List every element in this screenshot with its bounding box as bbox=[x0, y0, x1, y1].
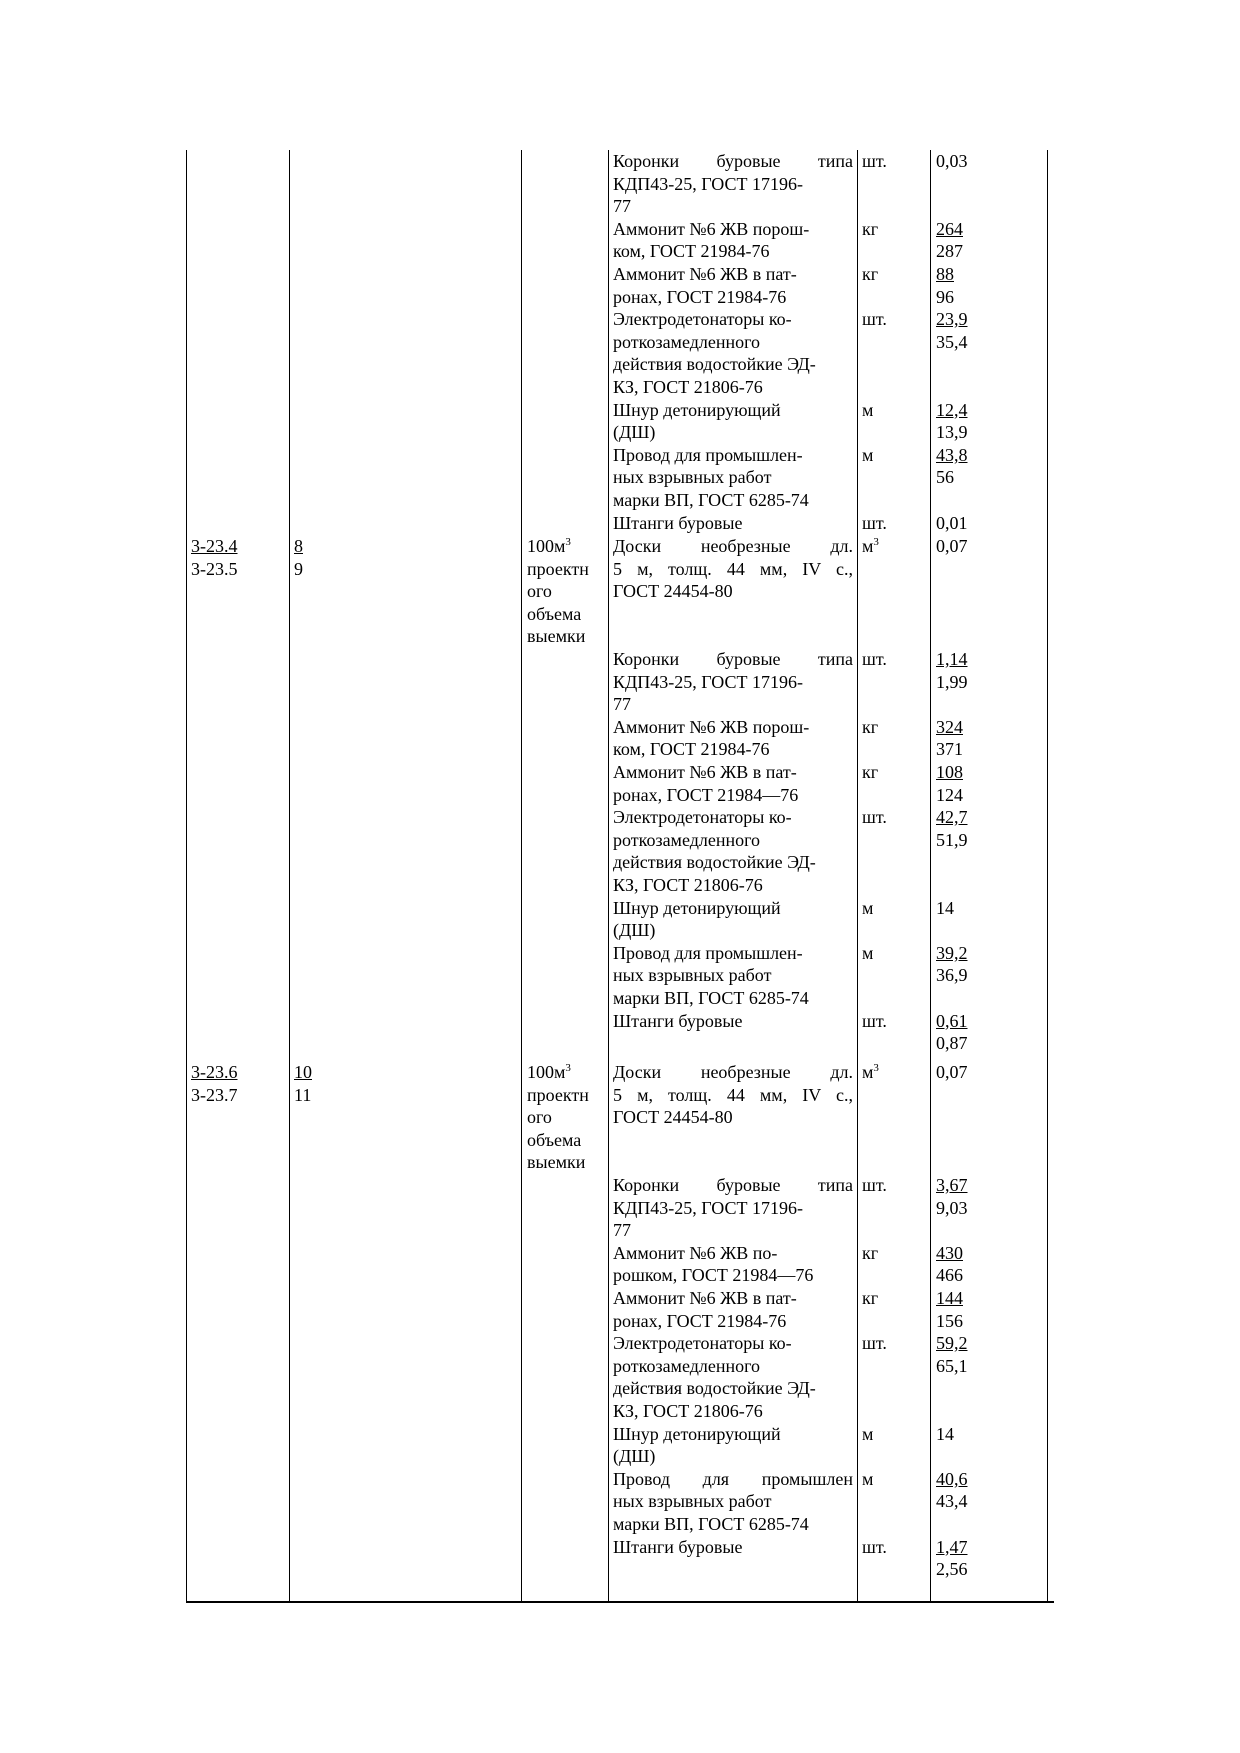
material-unit: кг bbox=[862, 762, 879, 782]
material-quantity: 9,03 bbox=[936, 1197, 968, 1218]
material-unit bbox=[862, 1061, 879, 1083]
material-quantity: 0,01 bbox=[936, 512, 968, 533]
measure-unit-cell bbox=[527, 535, 571, 557]
measure-unit-line: ого bbox=[527, 1107, 552, 1128]
material-unit bbox=[862, 535, 879, 557]
material-name-line: Аммонит №6 ЖВ по- bbox=[613, 1242, 778, 1263]
material-name-line: Шнур детонирующий bbox=[613, 399, 781, 420]
material-quantity: 124 bbox=[936, 784, 963, 805]
material-quantity: 371 bbox=[936, 739, 963, 760]
material-name-line: 5 м, толщ. 44 мм, IV с., bbox=[613, 1084, 853, 1105]
material-quantity: 3,67 bbox=[936, 1175, 968, 1195]
material-quantity: 264 bbox=[936, 218, 963, 239]
material-name-line: ронах, ГОСТ 21984-76 bbox=[613, 286, 787, 307]
material-unit: кг bbox=[862, 264, 879, 284]
material-quantity: 59,2 bbox=[936, 1333, 968, 1354]
material-name-line: ных взрывных работ bbox=[613, 467, 772, 488]
measure-unit-cell-superscript: 3 bbox=[565, 536, 571, 548]
material-name-line: ных взрывных работ bbox=[613, 965, 772, 986]
material-name-line: 77 bbox=[613, 694, 631, 715]
material-quantity: 2,56 bbox=[936, 1559, 968, 1580]
material-unit: шт. bbox=[862, 512, 887, 533]
material-quantity: 36,9 bbox=[936, 965, 968, 986]
material-name-line: Штанги буровые bbox=[613, 512, 743, 533]
material-unit: м bbox=[862, 1423, 874, 1444]
material-quantity: 14 bbox=[936, 897, 954, 918]
material-unit: кг bbox=[862, 716, 879, 737]
material-quantity: 144 bbox=[936, 1288, 963, 1308]
material-name-line: Коронки буровые типа bbox=[613, 1175, 853, 1195]
material-name-line: Шнур детонирующий bbox=[613, 1423, 781, 1444]
material-name-line: роткозамедленного bbox=[613, 829, 761, 850]
measure-unit-line: проектн bbox=[527, 1084, 589, 1105]
material-unit-superscript: 3 bbox=[873, 1062, 879, 1074]
material-name-line: Провод для промышлен bbox=[613, 1468, 853, 1489]
material-name-line: Коронки буровые типа bbox=[613, 151, 853, 171]
measure-unit-line: ого bbox=[527, 581, 552, 602]
column-divider-3 bbox=[608, 150, 609, 1602]
material-name-line: КЗ, ГОСТ 21806-76 bbox=[613, 875, 763, 895]
code-cell: 3-23.5 bbox=[191, 558, 238, 579]
material-name-line: ком, ГОСТ 21984-76 bbox=[613, 739, 770, 760]
material-quantity: 466 bbox=[936, 1265, 963, 1286]
code-cell: 3-23.4 bbox=[191, 536, 238, 556]
material-quantity: 0,07 bbox=[936, 536, 968, 556]
material-name-line: 77 bbox=[613, 1220, 631, 1241]
material-name-line: ГОСТ 24454-80 bbox=[613, 1107, 733, 1128]
material-name-line: (ДШ) bbox=[613, 920, 656, 941]
material-quantity: 56 bbox=[936, 467, 954, 488]
material-name-line: (ДШ) bbox=[613, 1446, 656, 1467]
material-name-line: КДП43-25, ГОСТ 17196- bbox=[613, 671, 803, 692]
column-number-cell: 9 bbox=[294, 558, 303, 579]
material-name-line: Аммонит №6 ЖВ порош- bbox=[613, 218, 810, 239]
column-divider-2 bbox=[521, 150, 522, 1602]
material-name-line: действия водостойкие ЭД- bbox=[613, 852, 816, 873]
material-name-line: действия водостойкие ЭД- bbox=[613, 1378, 816, 1399]
measure-unit-line: объема bbox=[527, 603, 582, 624]
column-number-cell: 8 bbox=[294, 536, 303, 556]
material-name-line: ком, ГОСТ 21984-76 bbox=[613, 241, 770, 262]
material-name-line: Электродетонаторы ко- bbox=[613, 1333, 792, 1354]
material-unit: шт. bbox=[862, 1175, 887, 1195]
material-quantity: 1,99 bbox=[936, 671, 968, 692]
column-divider-4 bbox=[857, 150, 858, 1602]
material-quantity: 0,61 bbox=[936, 1010, 968, 1031]
column-number-cell: 11 bbox=[294, 1084, 312, 1105]
material-unit: кг bbox=[862, 1288, 879, 1308]
material-quantity: 108 bbox=[936, 762, 963, 782]
material-name-line: марки ВП, ГОСТ 6285-74 bbox=[613, 1514, 809, 1534]
column-divider-1 bbox=[289, 150, 290, 1602]
material-unit: м bbox=[862, 399, 874, 420]
material-quantity: 65,1 bbox=[936, 1355, 968, 1376]
material-name-line: Штанги буровые bbox=[613, 1010, 743, 1031]
material-name-line: марки ВП, ГОСТ 6285-74 bbox=[613, 490, 809, 510]
material-name-line: ГОСТ 24454-80 bbox=[613, 581, 733, 602]
measure-unit-cell-superscript: 3 bbox=[565, 1062, 571, 1074]
material-quantity: 0,03 bbox=[936, 151, 968, 171]
column-number-cell: 10 bbox=[294, 1062, 312, 1082]
material-name-line: Электродетонаторы ко- bbox=[613, 309, 792, 330]
material-name-line: 5 м, толщ. 44 мм, IV с., bbox=[613, 558, 853, 579]
material-name-line: действия водостойкие ЭД- bbox=[613, 354, 816, 375]
material-quantity: 1,47 bbox=[936, 1536, 968, 1557]
material-unit: шт. bbox=[862, 1333, 887, 1354]
material-unit: м bbox=[862, 897, 874, 918]
material-name-line: рошком, ГОСТ 21984—76 bbox=[613, 1265, 814, 1286]
material-name-line: Аммонит №6 ЖВ в пат- bbox=[613, 1288, 797, 1308]
material-name-line: (ДШ) bbox=[613, 422, 656, 443]
measure-unit-line: выемки bbox=[527, 1152, 586, 1173]
material-quantity: 0,87 bbox=[936, 1033, 968, 1054]
material-unit: м bbox=[862, 942, 874, 963]
material-name-line: Провод для промышлен- bbox=[613, 444, 803, 465]
material-name-line: ронах, ГОСТ 21984—76 bbox=[613, 784, 799, 805]
material-unit: шт. bbox=[862, 807, 887, 828]
material-name-line: 77 bbox=[613, 196, 631, 217]
material-quantity: 1,14 bbox=[936, 649, 968, 669]
material-unit-superscript: 3 bbox=[873, 536, 879, 548]
material-quantity: 35,4 bbox=[936, 331, 968, 352]
material-name-line: Провод для промышлен- bbox=[613, 942, 803, 963]
column-divider-5 bbox=[930, 150, 931, 1602]
material-name-line: марки ВП, ГОСТ 6285-74 bbox=[613, 988, 809, 1008]
material-name-line: Доски необрезные дл. bbox=[613, 1062, 853, 1082]
material-name-line: КЗ, ГОСТ 21806-76 bbox=[613, 377, 763, 397]
material-unit: м bbox=[862, 1468, 874, 1489]
material-name-line: КДП43-25, ГОСТ 17196- bbox=[613, 173, 803, 194]
material-name-line: Аммонит №6 ЖВ в пат- bbox=[613, 762, 797, 782]
measure-unit-line: проектн bbox=[527, 558, 589, 579]
table-border-left bbox=[186, 150, 187, 1602]
material-quantity: 40,6 bbox=[936, 1468, 968, 1489]
material-quantity: 51,9 bbox=[936, 829, 968, 850]
code-cell: 3-23.7 bbox=[191, 1084, 238, 1105]
material-unit: шт. bbox=[862, 1536, 887, 1557]
material-unit: кг bbox=[862, 218, 879, 239]
material-unit: шт. bbox=[862, 309, 887, 330]
material-unit-text: м bbox=[862, 536, 874, 556]
material-quantity: 39,2 bbox=[936, 942, 968, 963]
material-name-line: Коронки буровые типа bbox=[613, 649, 853, 669]
material-name-line: роткозамедленного bbox=[613, 331, 761, 352]
material-quantity: 324 bbox=[936, 716, 963, 737]
material-quantity: 43,4 bbox=[936, 1491, 968, 1512]
measure-unit-cell-text: 100м bbox=[527, 536, 566, 556]
material-name-line: Шнур детонирующий bbox=[613, 897, 781, 918]
measure-unit-cell-text: 100м bbox=[527, 1062, 566, 1082]
material-quantity: 0,07 bbox=[936, 1062, 968, 1082]
material-quantity: 430 bbox=[936, 1242, 963, 1263]
material-unit: м bbox=[862, 444, 874, 465]
material-name-line: Штанги буровые bbox=[613, 1536, 743, 1557]
material-name-line: Электродетонаторы ко- bbox=[613, 807, 792, 828]
material-quantity: 12,4 bbox=[936, 399, 968, 420]
material-unit-text: м bbox=[862, 1062, 874, 1082]
material-name-line: КЗ, ГОСТ 21806-76 bbox=[613, 1401, 763, 1421]
material-unit: кг bbox=[862, 1242, 879, 1263]
material-unit: шт. bbox=[862, 151, 887, 171]
measure-unit-cell bbox=[527, 1061, 571, 1083]
material-quantity: 14 bbox=[936, 1423, 954, 1444]
table-bottom-border bbox=[186, 1601, 1054, 1603]
material-quantity: 287 bbox=[936, 241, 963, 262]
material-quantity: 96 bbox=[936, 286, 954, 307]
measure-unit-line: выемки bbox=[527, 626, 586, 647]
material-quantity: 88 bbox=[936, 264, 954, 284]
material-quantity: 13,9 bbox=[936, 422, 968, 443]
measure-unit-line: объема bbox=[527, 1129, 582, 1150]
material-name-line: Аммонит №6 ЖВ в пат- bbox=[613, 264, 797, 284]
material-quantity: 43,8 bbox=[936, 444, 968, 465]
material-unit: шт. bbox=[862, 1010, 887, 1031]
material-name-line: Доски необрезные дл. bbox=[613, 536, 853, 556]
table-border-right bbox=[1047, 150, 1048, 1602]
material-quantity: 23,9 bbox=[936, 309, 968, 330]
material-quantity: 42,7 bbox=[936, 807, 968, 828]
material-quantity: 156 bbox=[936, 1310, 963, 1331]
material-unit: шт. bbox=[862, 649, 887, 669]
material-name-line: КДП43-25, ГОСТ 17196- bbox=[613, 1197, 803, 1218]
material-name-line: ронах, ГОСТ 21984-76 bbox=[613, 1310, 787, 1331]
material-name-line: роткозамедленного bbox=[613, 1355, 761, 1376]
material-name-line: Аммонит №6 ЖВ порош- bbox=[613, 716, 810, 737]
material-name-line: ных взрывных работ bbox=[613, 1491, 772, 1512]
code-cell: 3-23.6 bbox=[191, 1062, 238, 1082]
